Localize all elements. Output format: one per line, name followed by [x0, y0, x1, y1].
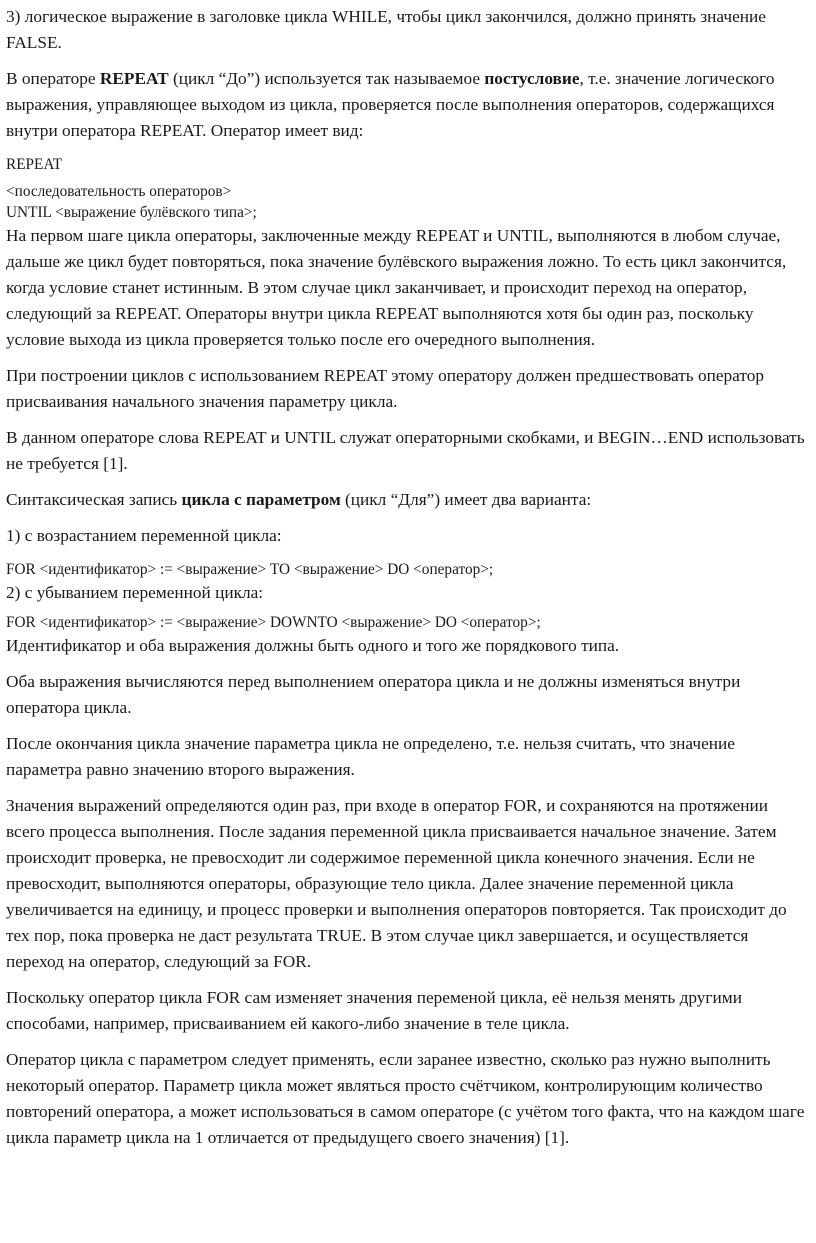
parameter-loop-term-bold: цикла с параметром [181, 490, 341, 509]
paragraph-for-decrement-variant: 2) с убыванием переменной цикла: [6, 583, 264, 602]
postcondition-term-bold: постусловие [484, 69, 580, 88]
code-for-downto: FOR <идентификатор> := <выражение> DOWNTO <выражение> DO <оператор>; [6, 614, 541, 631]
code-repeat-keyword: REPEAT [6, 156, 63, 173]
paragraph-for-increment-variant: 1) с возрастанием переменной цикла: [6, 526, 282, 545]
paragraph-expressions-evaluated: Оба выражения вычисляются перед выполнением оператора цикла и не должны изменяться внутри оператора цикла. [6, 672, 741, 717]
for-syntax-text-c: (цикл “Для”) имеет два варианта: [340, 490, 592, 509]
paragraph-repeat-brackets: В данном операторе слова REPEAT и UNTIL служат операторными скобками, и BEGIN…END использовать не требуется [1]. [6, 428, 805, 473]
paragraph-for-variable-change: Поскольку оператор цикла FOR сам изменяет значения переменой цикла, её нельзя менять другими способами, например, присваиванием ей какого-либо значение в теле цикла. [6, 988, 742, 1033]
repeat-intro-text-a: В операторе [6, 69, 100, 88]
code-statement-sequence: <последовательность операторов> [6, 183, 232, 200]
paragraph-repeat-initialization: При построении циклов с использованием REPEAT этому оператору должен предшествовать оператор присваивания начального значения параметру цикла. [6, 366, 765, 411]
paragraph-for-usage: Оператор цикла с параметром следует применять, если заранее известно, сколько раз нужно выполнить некоторый оператор. Параметр цикла может являться просто счётчиком, контролирующим количество повторений оператора, а может использоваться в самом операторе (с учётом того факта, что на каждом шаге цикла параметр цикла на 1 отличается от предыдущего своего значения) [1]. [6, 1050, 805, 1147]
for-syntax-text-a: Синтаксическая запись [6, 490, 182, 509]
paragraph-repeat-intro [6, 66, 810, 144]
code-until-line: UNTIL <выражение булёвского типа>; [6, 204, 257, 221]
paragraph-for-execution: Значения выражений определяются один раз, при входе в оператор FOR, и сохраняются на протяжении всего процесса выполнения. После задания переменной цикла присваивается начальное значение. Затем происходит проверка, не превосходит ли содержимое переменной цикла конечного значения. Если не превосходит, выполняются операторы, образующие тело цикла. Далее значение переменной цикла увеличивается на единицу, и процесс проверки и выполнения операторов повторяется. Так происходит до тех пор, пока проверка не даст результата TRUE. В этом случае цикл завершается, и осуществляется переход на оператор, следующий за FOR. [6, 796, 787, 971]
paragraph-ordinal-type: Идентификатор и оба выражения должны быть одного и того же порядкового типа. [6, 636, 620, 655]
paragraph-repeat-semantics: На первом шаге цикла операторы, заключенные между REPEAT и UNTIL, выполняются в любом случае, дальше же цикл будет повторяться, пока значение булёвского выражения ложно. То есть цикл закончится, когда условие станет истинным. В этом случае цикл заканчивает, и происходит переход на оператор, следующий за REPEAT. Операторы внутри цикла REPEAT выполняются хотя бы один раз, поскольку условие выхода из цикла проверяется только после его очередного выполнения. [6, 226, 787, 349]
code-for-to: FOR <идентификатор> := <выражение> TO <выражение> DO <оператор>; [6, 561, 494, 578]
paragraph-while-condition: 3) логическое выражение в заголовке цикла WHILE, чтобы цикл закончился, должно принять значение FALSE. [6, 7, 766, 52]
repeat-intro-text-c: (цикл “До”) используется так называемое [168, 69, 485, 88]
paragraph-parameter-undefined: После окончания цикла значение параметра цикла не определено, т.е. нельзя считать, что значение параметра равно значению второго выражения. [6, 734, 735, 779]
paragraph-for-syntax [6, 487, 810, 513]
repeat-keyword-bold: REPEAT [99, 69, 169, 88]
repeat-intro-text-e: , т.е. значение логического выражения, управляющее выходом из цикла, проверяется после выполнения операторов, содержащихся внутри оператора REPEAT. Оператор имеет вид: [6, 69, 775, 140]
